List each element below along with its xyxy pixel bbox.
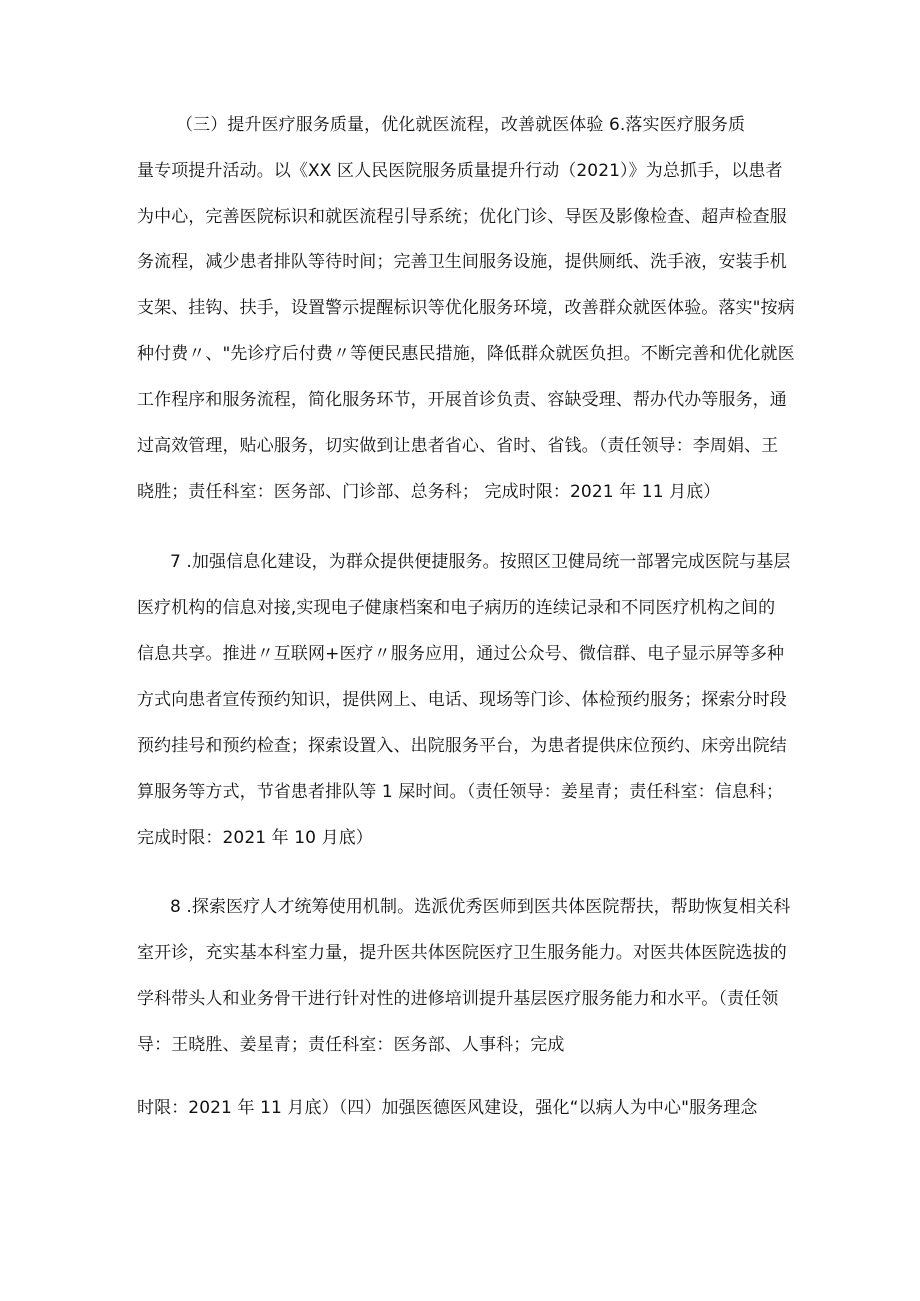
section3-line-1: （三）提升医疗服务质量，优化就医流程，改善就医体验 6.落实医疗服务质 xyxy=(176,115,746,135)
section3-line-4: 务流程，减少患者排队等待时间；完善卫生间服务设施，提供厕纸、洗手液，安装手机 xyxy=(137,252,787,272)
item8-line-2: 室开诊，充实基本科室力量，提升医共体医院医疗卫生服务能力。对医共体医院选拔的 xyxy=(137,943,787,963)
item7-line-7: 完成时限：2021 年 10 月底） xyxy=(137,828,373,848)
item8-line-1: 8 .探索医疗人才统筹使用机制。选派优秀医师到医共体医院帮扶，帮助恢复相关科 xyxy=(170,897,791,917)
tail-line-1: 时限：2021 年 11 月底）（四）加强医德医风建设，强化“以病人为中心"服务理念 xyxy=(137,1098,758,1118)
item8-line-4: 导：王晓胜、姜星青；责任科室：医务部、人事科；完成 xyxy=(137,1035,565,1055)
section3-line-8: 过高效管理，贴心服务，切实做到让患者省心、省时、省钱。（责任领导：李周娟、王 xyxy=(137,436,779,456)
item8-line-3: 学科带头人和业务骨干进行针对性的进修培训提升基层医疗服务能力和水平。（责任领 xyxy=(137,989,779,1009)
item7-line-1: 7 .加强信息化建设，为群众提供便捷服务。按照区卫健局统一部署完成医院与基层 xyxy=(170,552,791,572)
item7-line-6: 算服务等方式，节省患者排队等 1 屎时间。（责任领导：姜星青；责任科室：信息科； xyxy=(137,782,784,802)
item7-line-5: 预约挂号和预约检查；探索设置入、出院服务平台，为患者提供床位预约、床旁出院结 xyxy=(137,736,787,756)
item7-line-3: 信息共享。推进〃互联网+医疗〃服务应用，通过公众号、微信群、电子显示屏等多种 xyxy=(137,644,785,664)
section3-line-3: 为中心，完善医院标识和就医流程引导系统；优化门诊、导医及影像检查、超声检查服 xyxy=(137,207,787,227)
item7-line-2: 医疗机构的信息对接,实现电子健康档案和电子病历的连续记录和不同医疗机构之间的 xyxy=(137,598,776,618)
item7-line-4: 方式向患者宣传预约知识，提供网上、电话、现场等门诊、体检预约服务；探索分时段 xyxy=(137,690,787,710)
section3-line-5: 支架、挂钩、扶手，设置警示提醒标识等优化服务环境，改善群众就医体验。落实"按病 xyxy=(137,298,795,318)
section3-line-2: 量专项提升活动。以《XX 区人民医院服务质量提升行动（2021）》为总抓手，以患者 xyxy=(137,161,783,181)
section3-line-9: 晓胜；责任科室：医务部、门诊部、总务科； 完成时限：2021 年 11 月底） xyxy=(137,482,721,502)
section3-line-6: 种付费〃、"先诊疗后付费〃等便民惠民措施，降低群众就医负担。不断完善和优化就医 xyxy=(137,344,795,364)
section3-line-7: 工作程序和服务流程，简化服务环节，开展首诊负责、容缺受理、帮办代办等服务，通 xyxy=(137,390,787,410)
